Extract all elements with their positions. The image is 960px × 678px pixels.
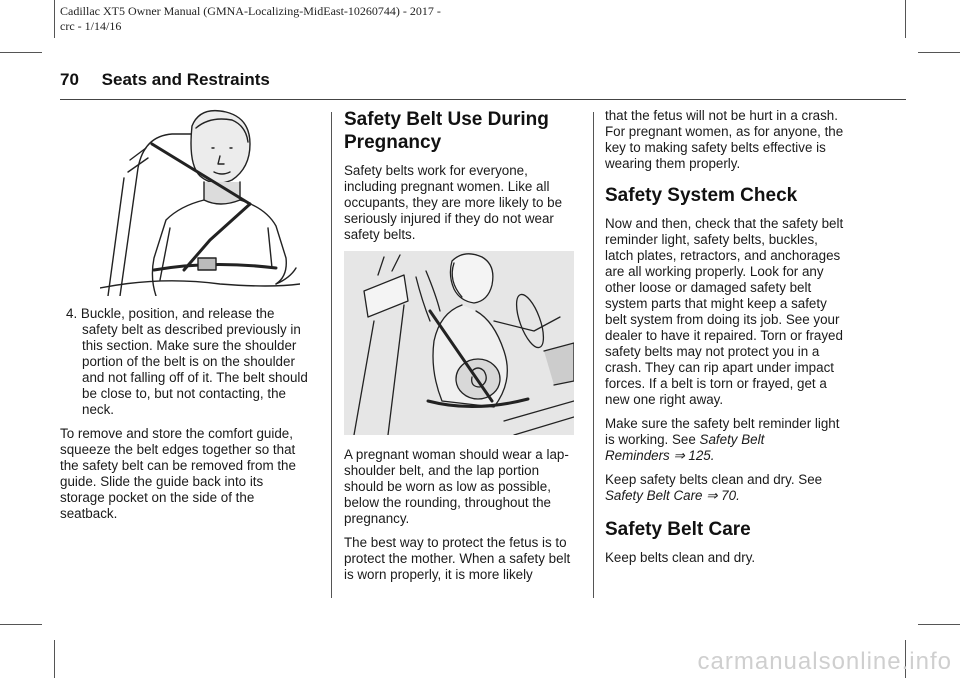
step-4-text: 4. Buckle, position, and release the safety belt as described previously in this section. Make sure the shoulder portion of the belt is on the shoulder and not falling off of it. The belt should be close to, but not contacting, the neck. [66, 306, 308, 417]
section-title: Seats and Restraints [101, 70, 270, 89]
page-number: 70 [60, 70, 79, 89]
column-2 [344, 108, 576, 591]
crop-mark [918, 624, 960, 625]
remove-guide-text: To remove and store the comfort guide, squeeze the belt edges together so that the safety belt can be removed from the guide. Slide the guide back into its storage pocket on the side of the seatback. [60, 426, 296, 521]
document-header-line-2: crc - 1/14/16 [60, 19, 122, 33]
pregnancy-intro-text: Safety belts work for everyone, including pregnant women. Like all occupants, they are more likely to be seriously injured if they do not wear safety belts. [344, 163, 563, 242]
document-header-line-1: Cadillac XT5 Owner Manual (GMNA-Localizing-MidEast-10260744) - 2017 - [60, 4, 441, 18]
clean-dry-text-lead: Keep safety belts clean and dry. See [605, 472, 823, 487]
column-divider [331, 112, 332, 598]
system-check-text: Now and then, check that the safety belt reminder light, safety belts, buckles, latch plates, retractors, and anchorages are all working properly. Look for any other loose or damaged safety belt system parts that might keep a safety belt system from doing its job. See your dealer to have it repaired. Torn or frayed safety belts may not protect you in a crash. They can rip apart under impact forces. If a belt is torn or frayed, get a new one right away. [605, 216, 844, 407]
page-ref-125[interactable]: ⇒ 125. [669, 448, 715, 463]
document-header [60, 4, 580, 34]
belt-care-text: Keep belts clean and dry. [605, 550, 756, 565]
pregnancy-heading: Safety Belt Use During Pregnancy [344, 109, 549, 153]
section-heading [60, 70, 270, 90]
reminder-light-text-lead: Make sure the safety belt reminder light is working. See [605, 416, 840, 447]
lap-belt-text: A pregnant woman should wear a lap-shoulder belt, and the lap portion should be worn as low as possible, below the rounding, throughout the pregnancy. [344, 447, 569, 526]
safety-system-check-heading: Safety System Check [605, 185, 798, 206]
column-1 [60, 108, 310, 530]
crop-mark [54, 0, 55, 38]
seated-man-belt-illustration [100, 108, 300, 296]
crop-mark [0, 52, 42, 53]
crop-mark [54, 640, 55, 678]
safety-belt-reminders-link[interactable]: Safety Belt Reminders [605, 432, 765, 463]
reminder-light-text [605, 416, 845, 464]
pregnant-driver-illustration [344, 251, 574, 435]
crop-mark [918, 52, 960, 53]
header-rule [60, 99, 906, 100]
clean-dry-text [605, 472, 845, 504]
safety-belt-care-link[interactable]: Safety Belt Care [605, 488, 703, 503]
column-3 [605, 108, 845, 574]
protect-fetus-text: The best way to protect the fetus is to protect the mother. When a safety belt is worn properly, it is more likely [344, 535, 571, 582]
crop-mark [905, 0, 906, 38]
column-divider [593, 112, 594, 598]
crop-mark [0, 624, 42, 625]
page-ref-70[interactable]: ⇒ 70. [702, 488, 740, 503]
safety-belt-care-heading: Safety Belt Care [605, 519, 751, 540]
pregnancy-continued-text: that the fetus will not be hurt in a crash. For pregnant women, as for anyone, the key to making safety belts effective is wearing them properly. [605, 108, 844, 171]
watermark: carmanualsonline.info [697, 648, 952, 675]
